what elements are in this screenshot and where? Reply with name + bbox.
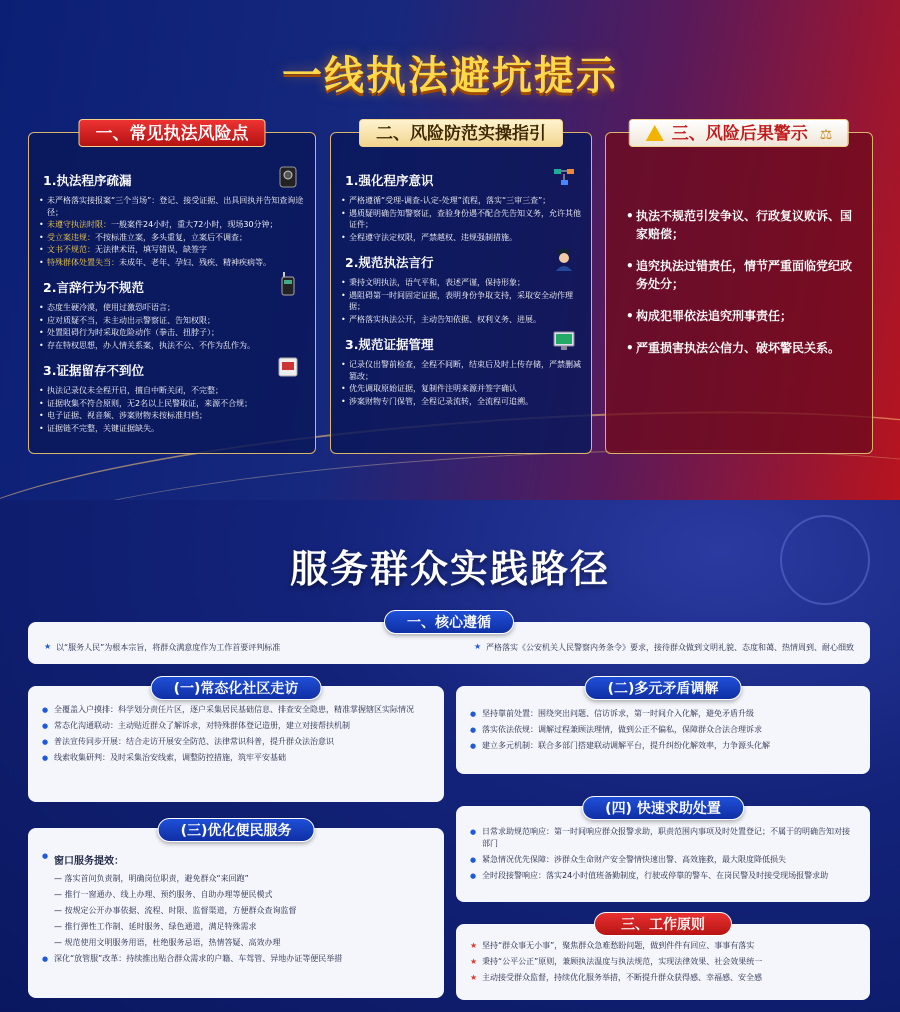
list-item: ● 深化“放管服”改革：持续推出贴合群众需求的户籍、车驾管、异地办证等便民举措 (42, 953, 430, 965)
top-title: 一线执法避坑提示 (282, 53, 618, 99)
section-conduct (39, 278, 305, 351)
list-item: • 遇质疑明确告知警察证，查验身份遇不配合先告知义务，允许其他证件； (341, 208, 581, 231)
list-item: • 证据收集不符合原则，无2名以上民警取证，来源不合规； (39, 398, 305, 410)
list-item: • 存在特权思想，办人情关系案，执法不公、不作为乱作为。 (39, 340, 305, 352)
list-item: — 规范使用文明服务用语，杜绝服务忌语，热情答疑、高效办理 (54, 938, 281, 947)
list-item: • 构成犯罪依法追究刑事责任； (626, 307, 852, 325)
list-item: — 按规定公开办事依据、流程、时限、监督渠道，方便群众查询监督 (54, 906, 297, 915)
emergency-box (456, 801, 870, 902)
list-item: • 未严格落实接报案“三个当场”：登记、接受证据、出具回执并告知查询途径； (39, 195, 305, 218)
mediation-title: (二)多元矛盾调解 (585, 676, 742, 700)
list-item: ● 日常求助规范响应：第一时间响应群众报警求助，职责范围内事项及时处置登记；不属于的明确告知对接部门 (470, 826, 856, 850)
list-item: • 处置阻碍行为时采取危险动作（拳击、扭脖子）； (39, 327, 305, 339)
section-heading: 3.规范证据管理 (345, 337, 434, 352)
list-item: ● 普法宣传同步开展：结合走访开展安全防范、法律常识科普，提升群众法治意识 (42, 736, 430, 748)
section-heading: 1.强化程序意识 (345, 173, 434, 188)
warning-icon (646, 125, 664, 141)
community-box (28, 681, 444, 802)
section-heading: 3.证据留存不到位 (43, 363, 144, 378)
list-item: ★ 秉持“公平公正”原则，兼顾执法温度与执法规范，实现法律效果、社会效果统一 (470, 956, 856, 968)
convenience-box (28, 823, 444, 998)
emergency-title: (四) 快速求助处置 (582, 796, 744, 820)
list-item: • 受立案违规：不按标准立案，多头重复，立案后不调查； (39, 232, 305, 244)
list-item: ★ 坚持“群众事无小事”，聚焦群众急难愁盼问题，做到件件有回应、事事有落实 (470, 940, 856, 952)
evidence-card-icon (277, 355, 299, 379)
list-item: ● 坚持靠前处置：围绕突出问题、信访诉求，第一时间介入化解，避免矛盾升级 (470, 708, 856, 720)
window-service-heading: ● 窗口服务提效： (42, 852, 430, 867)
card-risk-points (28, 124, 316, 454)
section-conduct-standard (341, 253, 581, 325)
list-item: — 推行弹性工作制、延时服务、绿色通道，满足特殊需求 (54, 922, 257, 931)
community-title: (一)常态化社区走访 (151, 676, 322, 700)
bottom-title: 服务群众实践路径 (289, 547, 610, 591)
list-item: — 推行一窗通办、线上办理、预约服务、自助办理等便民模式 (54, 890, 273, 899)
scales-icon: ⚖ (819, 127, 833, 143)
list-item: ● 线索收集研判：及时采集治安线索，调整防控措施，筑牢平安基础 (42, 752, 430, 764)
section-heading: 2.言辞行为不规范 (43, 280, 144, 295)
walkie-talkie-icon (277, 272, 299, 296)
list-item: • 证据链不完整，关键证据缺失。 (39, 423, 305, 435)
section-heading: 2.规范执法言行 (345, 255, 434, 270)
list-item: ● 紧急情况优先保障：涉群众生命财产安全警情快速出警、高效施救，最大限度降低损失 (470, 854, 856, 866)
list-item: • 涉案财物专门保管，全程记录流转，全流程可追溯。 (341, 396, 581, 408)
list-item: • 应对质疑不当，未主动出示警察证、告知权限； (39, 315, 305, 327)
list-item: • 遇阻碍第一时间固定证据，表明身份争取支持，采取安全动作理据； (341, 290, 581, 313)
list-item: • 执法不规范引发争议、行政复议败诉、国家赔偿； (626, 207, 852, 243)
list-item: • 严重损害执法公信力、破坏警民关系。 (626, 339, 852, 357)
monitor-icon (553, 329, 575, 353)
list-item: • 电子证据、视音频、涉案财物未按标准归档； (39, 410, 305, 422)
list-item: ● 常态化沟通联动：主动贴近群众了解诉求，对特殊群体登记造册，建立对接帮扶机制 (42, 720, 430, 732)
section-procedure (39, 171, 305, 268)
list-item: • 全程遵守法定权限，严禁越权、违规强制措施。 (341, 232, 581, 244)
list-item: • 特殊群体处置失当：未成年、老年、孕妇、残疾、精神疾病等。 (39, 257, 305, 269)
core-box (28, 615, 870, 664)
section-evidence (39, 361, 305, 434)
list-item: • 追究执法过错责任，情节严重面临党纪政务处分； (626, 257, 852, 293)
card-risk-points-title: 一、常见执法风险点 (79, 119, 266, 147)
core-item: ★ 严格落实《公安机关人民警察内务条令》要求，接待群众做到文明礼貌、态度和蔼、热情周到、耐心细致 (474, 642, 854, 653)
convenience-title: (三)优化便民服务 (158, 818, 315, 842)
list-item: • 执法记录仪未全程开启，擅自中断关闭，不完整； (39, 385, 305, 397)
flowchart-icon (553, 165, 575, 189)
card-consequences-title: 三、风险后果警示 ⚖ (629, 119, 849, 147)
list-item: • 文书不规范：无法律术语，填写错误，缺签字 (39, 244, 305, 256)
list-item: • 秉持文明执法，语气平和，表述严谨，保持形象； (341, 277, 581, 289)
body-camera-icon (277, 165, 299, 189)
card-consequences (605, 124, 873, 454)
core-title: 一、核心遵循 (384, 610, 514, 634)
list-item: ★ 主动接受群众监督，持续优化服务举措，不断提升群众获得感、幸福感、安全感 (470, 972, 856, 984)
card-prevention-guide (330, 124, 592, 454)
list-item: • 未遵守执法时限：一般案件24小时，重大72小时，现场30分钟； (39, 219, 305, 231)
list-item: • 优先调取原始证据，复制件注明来源并签字确认 (341, 383, 581, 395)
mediation-box (456, 681, 870, 774)
card-prevention-guide-title: 二、风险防范实操指引 (359, 119, 563, 147)
list-item: • 态度生硬冷漠，使用过激恐吓语言； (39, 302, 305, 314)
section-evidence-management (341, 335, 581, 407)
list-item: • 记录仪出警前检查，全程不间断，结束后及时上传存储，严禁删减篡改； (341, 359, 581, 382)
section-heading: 1.执法程序疏漏 (43, 173, 132, 188)
list-item: ● 全覆盖入户摸排：科学划分责任片区，逐户采集居民基础信息、排查安全隐患，精准掌握辖区实际情况 (42, 704, 430, 716)
list-item: • 严格遵循“受理-调查-认定-处理”流程，落实“三审三查”； (341, 195, 581, 207)
list-item: ● 全时段接警响应：落实24小时值班备勤制度，行驶或停靠的警车、在岗民警及时接受现场报警求助 (470, 870, 856, 882)
list-item: ● 落实依法依规：调解过程兼顾法理情，做到公正不偏私，保障群众合法合理诉求 (470, 724, 856, 736)
principles-box (456, 917, 870, 1000)
principles-title: 三、工作原则 (594, 912, 732, 936)
section-procedure-awareness (341, 171, 581, 243)
core-item: ★ 以“服务人民”为根本宗旨，将群众满意度作为工作首要评判标准 (44, 642, 280, 653)
list-item: ● 建立多元机制：联合多部门搭建联动调解平台，提升纠纷化解效率，力争源头化解 (470, 740, 856, 752)
list-item: — 落实首问负责制，明确岗位职责，避免群众“来回跑” (54, 874, 249, 883)
list-item: • 严格落实执法公开，主动告知依据、权利义务、进展。 (341, 314, 581, 326)
police-officer-icon (553, 247, 575, 271)
